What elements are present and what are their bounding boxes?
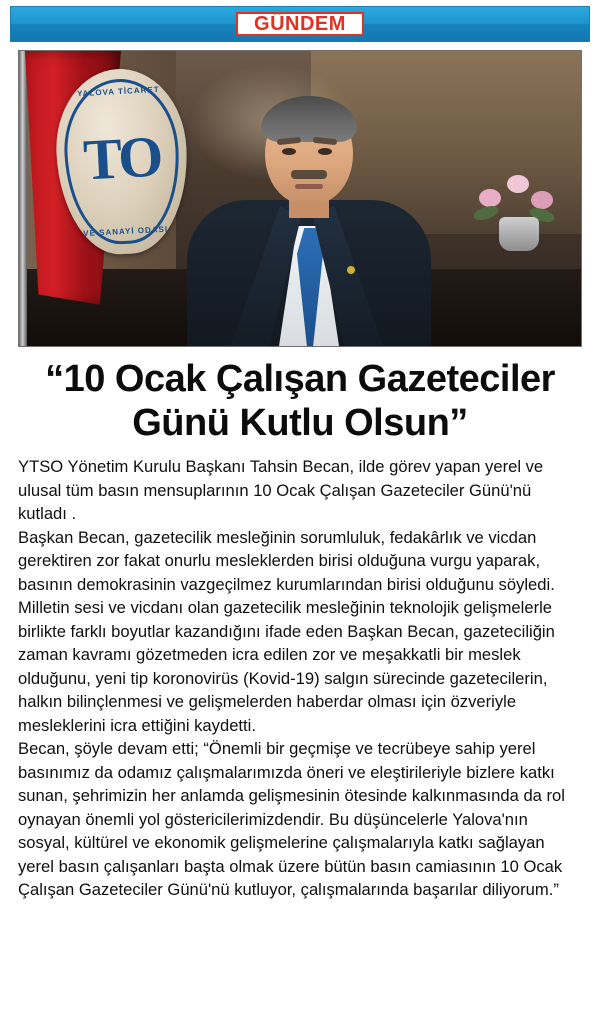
photo-content <box>19 51 581 346</box>
emblem-bottom-text: VE SANAYİ ODASI <box>83 224 169 239</box>
banner-title: GÜNDEM <box>254 12 346 35</box>
newspaper-clipping-page <box>0 6 600 1012</box>
flower-arrangement <box>473 171 565 251</box>
person-portrait <box>187 96 431 346</box>
emblem-monogram: TO <box>81 123 162 193</box>
article-body <box>18 455 582 902</box>
article-photo <box>18 50 582 347</box>
hair <box>261 96 357 142</box>
article-paragraph: Becan, şöyle devam etti; “Önemli bir geçmişe ve tecrübeye sahip yerel basınımız da odamız çalışmalarımızda öneri ve eleştirileriyle bizlere katkı sunan, şehrimizin her anlamda gelişmesinin ötesinde kalkınmasında da rol oynayan önemli yol göstericilerimizdendir. Bu düşüncelerle Yalova'nın sosyal, kültürel ve ekonomik gelişmelerine çalışmalarıyla katkı sağlayan yerel basın çalışanları başta olmak üzere bütün basın camiasının 10 Ocak Çalışan Gazeteciler Günü'nü kutluyor, çalışmalarında başarılar diliyorum.” <box>18 739 565 899</box>
headline-line-2: Günü Kutlu Olsun” <box>132 402 468 444</box>
section-banner <box>10 6 590 42</box>
headline-line-1: “10 Ocak Çalışan Gazeteciler <box>45 358 555 400</box>
flower-bloom <box>479 189 501 207</box>
flower-leaf <box>472 203 500 222</box>
lapel-pin <box>347 266 355 274</box>
flower-bloom <box>531 191 553 209</box>
banner-title-box <box>236 12 364 36</box>
mouth <box>295 184 323 189</box>
mustache <box>291 170 327 179</box>
article-paragraph: Başkan Becan, gazetecilik mesleğinin sorumluluk, fedakârlık ve vicdan gerektiren zor fakat onurlu mesleklerden birisi olduğuna vurgu yaparak, basının demokrasinin vazgeçilmez kurumlarından birisi olduğunu söyledi. Milletin sesi ve vicdanı olan gazetecilik mesleğinin teknolojik gelişmelerle birlikte farklı boyutlar kazandığını ifade eden Başkan Becan, gazeteciliğin zaman kavramı gözetmeden icra edilen zor ve meşakkatli bir meslek olduğunu, yeni tip koronovirüs (Kovid-19) salgın sürecinde gazetecilerin, halkın bilinçlenmesi ve gelişmelerden haberdar olması için özveriyle mesleklerini icra ettiğini kaydetti. <box>18 527 555 735</box>
flower-bloom <box>507 175 529 193</box>
article-paragraph: YTSO Yönetim Kurulu Başkanı Tahsin Becan, ilde görev yapan yerel ve ulusal tüm basın mensuplarının 10 Ocak Çalışan Gazeteciler Günü'nü kutladı . <box>18 457 544 523</box>
flower-vase <box>499 217 539 251</box>
emblem-top-text: YALOVA TİCARET <box>76 84 160 99</box>
eye-left <box>282 148 296 155</box>
eye-right <box>318 148 332 155</box>
flag-pole <box>19 51 27 346</box>
article-headline <box>16 357 584 445</box>
